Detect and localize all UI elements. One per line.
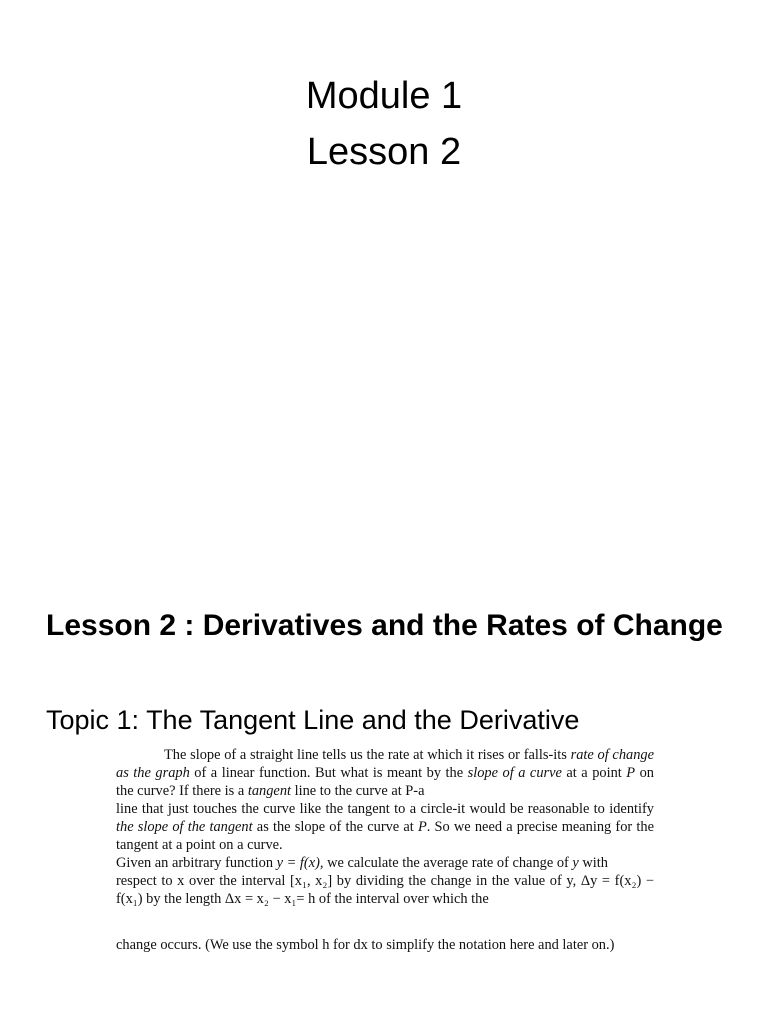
paragraph-change-occurs: change occurs. (We use the symbol h for dx to simplify the notation here and later on.) (116, 937, 615, 953)
lesson-heading: Lesson 2 : Derivatives and the Rates of Change (46, 609, 723, 642)
lesson-body-text (116, 746, 654, 954)
paragraph-interval: respect to x over the interval [x₁, x₂] by dividing the change in the value of y, Δy = f(x₂) − f(x₁) by the length Δx = x₂ − x₁= h of the interval over which the (116, 873, 654, 907)
topic-heading: Topic 1: The Tangent Line and the Derivative (46, 705, 580, 735)
paragraph-slope-intro: The slope of a straight line tells us the rate at which it rises or falls-its rate of change as the graph of a linear function. But what is meant by the slope of a curve at a point P on the curve? If there is a tangent line to the curve at P-a (116, 747, 654, 799)
title-line-module: Module 1 (305, 75, 463, 117)
paragraph-average-rate: Given an arbitrary function y = f(x), we calculate the average rate of change of y with (116, 855, 608, 871)
paragraph-tangent-line: line that just touches the curve like the tangent to a circle-it would be reasonable to identify the slope of the tangent as the slope of the curve at P. So we need a precise meaning for the tangent at a point on a curve. (116, 801, 654, 853)
slide-title (0, 68, 768, 180)
title-line-lesson: Lesson 2 (306, 131, 462, 173)
